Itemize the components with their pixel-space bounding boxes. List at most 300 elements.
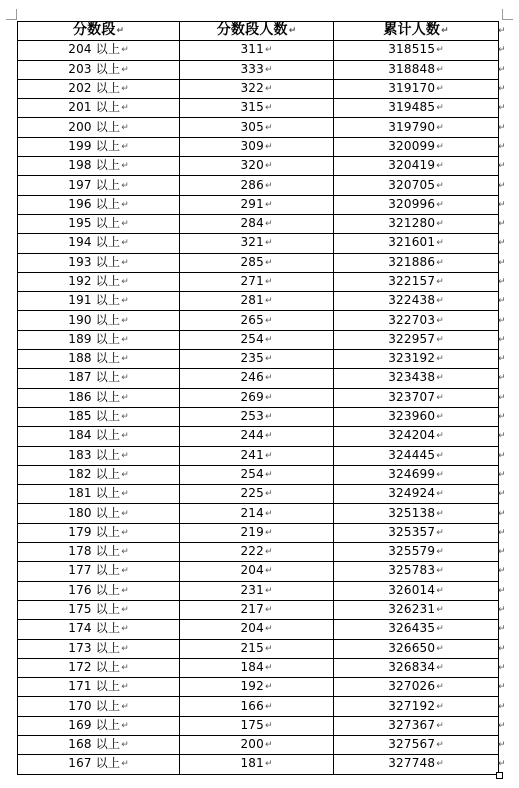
paragraph-mark-icon: ↵ (264, 489, 273, 500)
paragraph-mark-icon: ↵ (436, 701, 444, 712)
paragraph-mark-icon: ↵ (436, 277, 444, 287)
cell-value: 184 以上 (68, 428, 121, 443)
paragraph-mark-icon: ↵ (121, 161, 129, 172)
cell-score-range[interactable] (18, 157, 180, 176)
cell-value: 199 以上 (68, 138, 121, 153)
cell-range-count[interactable] (180, 504, 334, 523)
cell-cumulative-count[interactable] (334, 99, 499, 118)
cell-value: 202 以上 (68, 81, 121, 96)
paragraph-mark-icon: ↵ (436, 219, 444, 230)
cell-value: 326834 (388, 659, 436, 674)
table-row (18, 41, 499, 60)
paragraph-mark-icon: ↵ (436, 180, 444, 191)
cell-score-range[interactable] (18, 137, 180, 156)
cell-value: 175 以上 (68, 602, 121, 617)
cell-range-count[interactable] (180, 79, 334, 98)
paragraph-mark-icon: ↵ (264, 605, 273, 616)
cell-value: 285 (240, 254, 264, 269)
row-end-mark-icon: ↵ (498, 219, 506, 230)
cell-score-range[interactable] (18, 543, 180, 562)
cell-cumulative-count[interactable] (334, 369, 499, 388)
header-cell-range-count[interactable] (180, 22, 334, 41)
paragraph-mark-icon: ↵ (264, 740, 273, 751)
cell-value: 178 以上 (68, 544, 121, 559)
cell-value: 324924 (388, 486, 436, 501)
paragraph-mark-icon: ↵ (121, 469, 129, 480)
cell-value: 281 (240, 293, 264, 308)
cell-value: 321886 (388, 254, 436, 269)
cell-cumulative-count[interactable] (334, 735, 499, 754)
cell-value: 320099 (388, 138, 436, 153)
cell-value: 198 以上 (68, 158, 121, 173)
cell-value: 184 (240, 659, 264, 674)
cell-range-count[interactable] (180, 407, 334, 426)
cell-score-range[interactable] (18, 41, 180, 60)
paragraph-mark-icon: ↵ (436, 740, 444, 751)
paragraph-mark-icon: ↵ (264, 508, 273, 519)
cell-score-range[interactable] (18, 697, 180, 716)
cell-score-range[interactable] (18, 504, 180, 523)
table-row (18, 214, 499, 233)
cell-score-range[interactable] (18, 465, 180, 484)
paragraph-mark-icon: ↵ (436, 527, 444, 538)
cell-cumulative-count[interactable] (334, 620, 499, 639)
table-row (18, 272, 499, 291)
cell-value: 193 以上 (68, 254, 121, 269)
cell-cumulative-count[interactable] (334, 214, 499, 233)
cell-value: 315 (240, 100, 264, 115)
cell-value: 326014 (388, 582, 436, 597)
cell-range-count[interactable] (180, 562, 334, 581)
cell-range-count[interactable] (180, 41, 334, 60)
paragraph-mark-icon: ↵ (264, 219, 273, 230)
cell-cumulative-count[interactable] (334, 678, 499, 697)
paragraph-mark-icon: ↵ (121, 508, 129, 519)
cell-value: 171 以上 (68, 679, 121, 694)
cell-value: 187 以上 (68, 370, 121, 385)
cell-value: 170 以上 (68, 698, 121, 713)
cell-score-range[interactable] (18, 523, 180, 542)
cell-value: 217 (240, 602, 264, 617)
paragraph-mark-icon: ↵ (436, 585, 444, 596)
cell-cumulative-count[interactable] (334, 195, 499, 214)
paragraph-mark-icon: ↵ (436, 373, 444, 384)
paragraph-mark-icon: ↵ (436, 759, 444, 770)
cell-value: 183 以上 (68, 447, 121, 462)
cell-score-range[interactable] (18, 292, 180, 311)
paragraph-mark-icon: ↵ (264, 759, 273, 770)
paragraph-mark-icon: ↵ (264, 315, 273, 326)
cell-value: 181 以上 (68, 486, 121, 501)
header-cell-score-range[interactable] (18, 22, 180, 41)
row-end-mark-icon: ↵ (498, 740, 506, 751)
cell-cumulative-count[interactable] (334, 581, 499, 600)
cell-range-count[interactable] (180, 195, 334, 214)
cell-cumulative-count[interactable] (334, 485, 499, 504)
cell-score-range[interactable] (18, 195, 180, 214)
cell-score-range[interactable] (18, 272, 180, 291)
cell-value: 309 (240, 138, 264, 153)
cell-value: 197 以上 (68, 177, 121, 192)
cell-score-range[interactable] (18, 581, 180, 600)
cell-range-count[interactable] (180, 678, 334, 697)
cell-score-range[interactable] (18, 350, 180, 369)
cell-score-range[interactable] (18, 253, 180, 272)
cell-cumulative-count[interactable] (334, 350, 499, 369)
table-row (18, 504, 499, 523)
paragraph-mark-icon: ↵ (264, 662, 273, 673)
paragraph-mark-icon: ↵ (436, 392, 444, 403)
cell-value: 244 (240, 428, 264, 443)
row-end-mark-icon: ↵ (498, 103, 506, 114)
cell-value: 201 以上 (68, 100, 121, 115)
row-end-mark-icon: ↵ (498, 508, 506, 519)
cell-value: 189 以上 (68, 331, 121, 346)
cell-value: 318848 (388, 61, 436, 76)
paragraph-mark-icon: ↵ (264, 566, 273, 577)
cell-score-range[interactable] (18, 562, 180, 581)
cell-range-count[interactable] (180, 292, 334, 311)
cell-value: 179 以上 (68, 524, 121, 539)
cell-value: 168 以上 (68, 737, 121, 752)
table-row (18, 620, 499, 639)
paragraph-mark-icon: ↵ (436, 566, 444, 577)
cell-cumulative-count[interactable] (334, 234, 499, 253)
paragraph-mark-icon: ↵ (436, 450, 444, 461)
cell-cumulative-count[interactable] (334, 118, 499, 137)
cell-range-count[interactable] (180, 465, 334, 484)
paragraph-mark-icon: ↵ (264, 720, 273, 731)
cell-value: 323707 (388, 389, 436, 404)
table-row (18, 330, 499, 349)
table-row (18, 99, 499, 118)
cell-range-count[interactable] (180, 157, 334, 176)
cell-range-count[interactable] (180, 99, 334, 118)
table-row (18, 581, 499, 600)
cell-range-count[interactable] (180, 60, 334, 79)
cell-value: 321601 (388, 235, 436, 250)
table-row (18, 716, 499, 735)
cell-score-range[interactable] (18, 658, 180, 677)
cell-value: 286 (240, 177, 264, 192)
cell-range-count[interactable] (180, 350, 334, 369)
score-distribution-table[interactable] (17, 21, 499, 775)
row-end-mark-icon: ↵ (498, 431, 506, 442)
cell-range-count[interactable] (180, 176, 334, 195)
cell-value: 325783 (388, 563, 436, 578)
cell-score-range[interactable] (18, 234, 180, 253)
table-row (18, 234, 499, 253)
cell-range-count[interactable] (180, 735, 334, 754)
paragraph-mark-icon: ↵ (436, 141, 444, 152)
table-row (18, 176, 499, 195)
cell-range-count[interactable] (180, 581, 334, 600)
row-end-mark-icon: ↵ (498, 547, 506, 558)
cell-value: 254 (240, 331, 264, 346)
row-end-mark-icon: ↵ (498, 161, 506, 172)
cell-value: 326435 (388, 621, 436, 636)
cell-range-count[interactable] (180, 214, 334, 233)
paragraph-mark-icon: ↵ (436, 412, 444, 423)
cell-score-range[interactable] (18, 427, 180, 446)
cell-score-range[interactable] (18, 388, 180, 407)
cell-value: 320 (240, 158, 264, 173)
cell-range-count[interactable] (180, 446, 334, 465)
table-resize-handle[interactable] (496, 772, 503, 779)
paragraph-mark-icon: ↵ (121, 547, 129, 558)
cell-value: 200 (240, 737, 264, 752)
row-end-mark-icon: ↵ (498, 26, 506, 37)
cell-score-range[interactable] (18, 99, 180, 118)
cell-range-count[interactable] (180, 311, 334, 330)
row-end-mark-icon: ↵ (498, 373, 506, 384)
cell-cumulative-count[interactable] (334, 543, 499, 562)
paragraph-mark-icon: ↵ (121, 682, 129, 693)
table-row (18, 157, 499, 176)
cell-value: 323960 (388, 409, 436, 424)
paragraph-mark-icon: ↵ (264, 643, 273, 654)
paragraph-mark-icon: ↵ (264, 180, 273, 191)
cell-score-range[interactable] (18, 446, 180, 465)
cell-score-range[interactable] (18, 407, 180, 426)
table-row (18, 658, 499, 677)
table-row (18, 523, 499, 542)
cell-cumulative-count[interactable] (334, 697, 499, 716)
row-end-mark-icon: ↵ (498, 257, 506, 268)
cell-cumulative-count[interactable] (334, 755, 499, 774)
cell-score-range[interactable] (18, 639, 180, 658)
table-row (18, 562, 499, 581)
cell-cumulative-count[interactable] (334, 60, 499, 79)
paragraph-mark-icon: ↵ (121, 527, 129, 538)
cell-cumulative-count[interactable] (334, 562, 499, 581)
cell-range-count[interactable] (180, 600, 334, 619)
cell-value: 327748 (388, 756, 436, 771)
cell-cumulative-count[interactable] (334, 407, 499, 426)
paragraph-mark-icon: ↵ (121, 662, 129, 673)
paragraph-mark-icon: ↵ (436, 238, 444, 249)
paragraph-mark-icon: ↵ (264, 547, 273, 558)
paragraph-mark-icon: ↵ (264, 277, 273, 287)
cell-cumulative-count[interactable] (334, 446, 499, 465)
paragraph-mark-icon: ↵ (121, 624, 129, 635)
row-end-mark-icon: ↵ (498, 277, 506, 287)
row-end-mark-icon: ↵ (498, 489, 506, 500)
cell-value: 192 (240, 679, 264, 694)
cell-score-range[interactable] (18, 214, 180, 233)
cell-score-range[interactable] (18, 716, 180, 735)
paragraph-mark-icon: ↵ (121, 141, 129, 152)
cell-value: 319790 (388, 119, 436, 134)
paragraph-mark-icon: ↵ (264, 469, 273, 480)
paragraph-mark-icon: ↵ (264, 122, 273, 133)
table-row (18, 735, 499, 754)
paragraph-mark-icon: ↵ (264, 585, 273, 596)
cell-score-range[interactable] (18, 118, 180, 137)
cell-value: 188 以上 (68, 351, 121, 366)
cell-value: 192 以上 (68, 274, 121, 288)
cell-score-range[interactable] (18, 600, 180, 619)
cell-value: 167 以上 (68, 756, 121, 771)
table-row (18, 678, 499, 697)
cell-score-range[interactable] (18, 485, 180, 504)
cell-value: 322957 (388, 331, 436, 346)
cell-value: 204 (240, 563, 264, 578)
cell-cumulative-count[interactable] (334, 427, 499, 446)
cell-range-count[interactable] (180, 388, 334, 407)
header-label: 累计人数 (383, 22, 441, 39)
paragraph-mark-icon: ↵ (121, 392, 129, 403)
cell-value: 311 (240, 42, 264, 57)
cell-value: 327192 (388, 698, 436, 713)
paragraph-mark-icon: ↵ (121, 238, 129, 249)
cell-cumulative-count[interactable] (334, 253, 499, 272)
paragraph-mark-icon: ↵ (121, 84, 129, 95)
cell-value: 322157 (388, 274, 436, 288)
cell-value: 320705 (388, 177, 436, 192)
paragraph-mark-icon: ↵ (121, 257, 129, 268)
paragraph-mark-icon: ↵ (121, 701, 129, 712)
paragraph-mark-icon: ↵ (121, 585, 129, 596)
paragraph-mark-icon: ↵ (121, 219, 129, 230)
cell-range-count[interactable] (180, 118, 334, 137)
cell-value: 172 以上 (68, 659, 121, 674)
cell-value: 327567 (388, 737, 436, 752)
cell-range-count[interactable] (180, 716, 334, 735)
cell-score-range[interactable] (18, 330, 180, 349)
row-end-mark-icon: ↵ (498, 643, 506, 654)
cell-range-count[interactable] (180, 697, 334, 716)
cell-value: 322438 (388, 293, 436, 308)
cell-range-count[interactable] (180, 137, 334, 156)
cell-value: 320996 (388, 196, 436, 211)
cell-score-range[interactable] (18, 678, 180, 697)
paragraph-mark-icon: ↵ (264, 527, 273, 538)
cell-cumulative-count[interactable] (334, 716, 499, 735)
row-end-mark-icon: ↵ (498, 238, 506, 249)
cell-cumulative-count[interactable] (334, 292, 499, 311)
cell-cumulative-count[interactable] (334, 311, 499, 330)
cell-cumulative-count[interactable] (334, 176, 499, 195)
paragraph-mark-icon: ↵ (121, 103, 129, 114)
cell-range-count[interactable] (180, 272, 334, 291)
cell-score-range[interactable] (18, 60, 180, 79)
cell-range-count[interactable] (180, 523, 334, 542)
row-end-mark-icon: ↵ (498, 141, 506, 152)
row-end-mark-icon: ↵ (498, 412, 506, 423)
cell-range-count[interactable] (180, 543, 334, 562)
cell-cumulative-count[interactable] (334, 465, 499, 484)
cell-value: 271 (240, 274, 264, 288)
cell-value: 324445 (388, 447, 436, 462)
row-end-mark-icon: ↵ (498, 720, 506, 731)
table-row (18, 137, 499, 156)
paragraph-mark-icon: ↵ (121, 759, 129, 770)
paragraph-mark-icon: ↵ (264, 161, 273, 172)
cell-range-count[interactable] (180, 485, 334, 504)
paragraph-mark-icon: ↵ (264, 624, 273, 635)
paragraph-mark-icon: ↵ (436, 103, 444, 114)
cell-range-count[interactable] (180, 639, 334, 658)
cell-cumulative-count[interactable] (334, 639, 499, 658)
table-row (18, 350, 499, 369)
paragraph-mark-icon: ↵ (264, 682, 273, 693)
cell-range-count[interactable] (180, 369, 334, 388)
cell-range-count[interactable] (180, 330, 334, 349)
cell-cumulative-count[interactable] (334, 658, 499, 677)
header-cell-cumulative-count[interactable] (334, 22, 499, 41)
cell-score-range[interactable] (18, 176, 180, 195)
paragraph-mark-icon: ↵ (264, 431, 273, 442)
cell-cumulative-count[interactable] (334, 388, 499, 407)
table-row (18, 79, 499, 98)
cell-value: 175 (240, 717, 264, 732)
table-row (18, 600, 499, 619)
cell-value: 322 (240, 81, 264, 96)
cell-cumulative-count[interactable] (334, 600, 499, 619)
cell-score-range[interactable] (18, 620, 180, 639)
cell-cumulative-count[interactable] (334, 41, 499, 60)
cell-score-range[interactable] (18, 369, 180, 388)
cell-value: 180 以上 (68, 505, 121, 520)
cell-score-range[interactable] (18, 79, 180, 98)
cell-value: 231 (240, 582, 264, 597)
cell-value: 174 以上 (68, 621, 121, 636)
table-row (18, 697, 499, 716)
cell-value: 319485 (388, 100, 436, 115)
cell-value: 319170 (388, 81, 436, 96)
cell-score-range[interactable] (18, 735, 180, 754)
row-end-mark-icon: ↵ (498, 122, 506, 133)
cell-cumulative-count[interactable] (334, 504, 499, 523)
cell-range-count[interactable] (180, 234, 334, 253)
cell-score-range[interactable] (18, 311, 180, 330)
cell-range-count[interactable] (180, 755, 334, 774)
cell-value: 246 (240, 370, 264, 385)
cell-value: 194 以上 (68, 235, 121, 250)
cell-range-count[interactable] (180, 427, 334, 446)
paragraph-mark-icon: ↵ (436, 161, 444, 172)
cell-value: 324204 (388, 428, 436, 443)
cell-range-count[interactable] (180, 620, 334, 639)
cell-range-count[interactable] (180, 253, 334, 272)
paragraph-mark-icon: ↵ (264, 701, 273, 712)
paragraph-mark-icon: ↵ (436, 682, 444, 693)
row-end-mark-icon: ↵ (498, 701, 506, 712)
cell-cumulative-count[interactable] (334, 79, 499, 98)
row-end-mark-icon: ↵ (498, 45, 506, 56)
cell-score-range[interactable] (18, 755, 180, 774)
cell-cumulative-count[interactable] (334, 330, 499, 349)
row-end-mark-icon: ↵ (498, 624, 506, 635)
cell-range-count[interactable] (180, 658, 334, 677)
cell-cumulative-count[interactable] (334, 137, 499, 156)
paragraph-mark-icon: ↵ (121, 296, 129, 307)
row-end-mark-icon: ↵ (498, 585, 506, 596)
paragraph-mark-icon: ↵ (264, 199, 273, 210)
row-end-mark-icon: ↵ (498, 759, 506, 770)
cell-value: 269 (240, 389, 264, 404)
paragraph-mark-icon: ↵ (121, 605, 129, 616)
cell-value: 215 (240, 640, 264, 655)
paragraph-mark-icon: ↵ (121, 431, 129, 442)
cell-cumulative-count[interactable] (334, 523, 499, 542)
cell-cumulative-count[interactable] (334, 272, 499, 291)
cell-value: 327026 (388, 679, 436, 694)
table-row (18, 407, 499, 426)
cell-cumulative-count[interactable] (334, 157, 499, 176)
paragraph-mark-icon: ↵ (264, 103, 273, 114)
